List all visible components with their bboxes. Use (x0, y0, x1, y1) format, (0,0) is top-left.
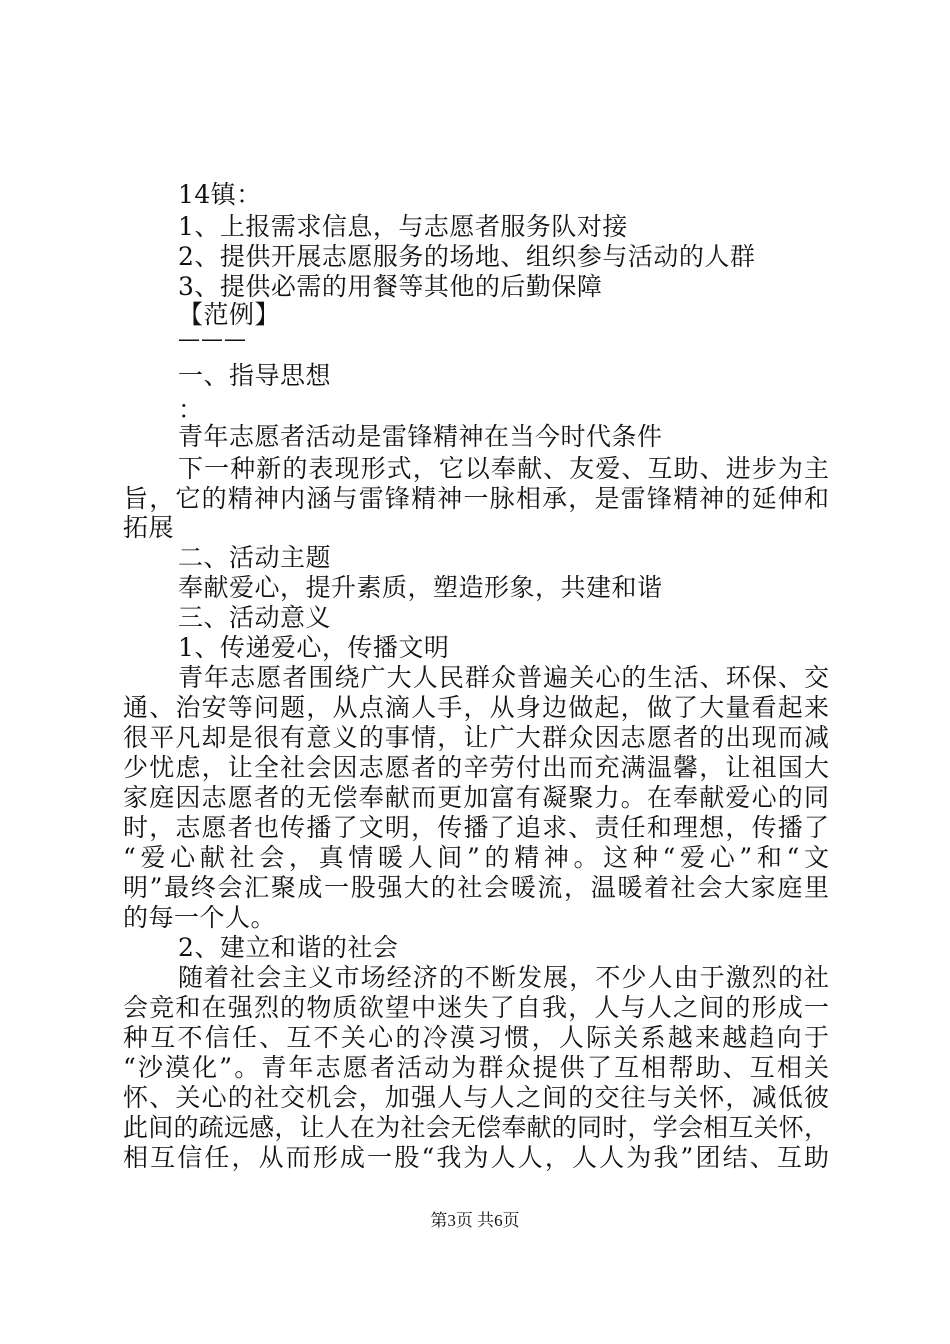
separator-dashes: ——— (178, 327, 247, 352)
sub1-para-line-4: 少忧虑，让全社会因志愿者的辛劳付出而充满温馨，让祖国大 (123, 753, 829, 782)
intro-line-3: 2、提供开展志愿服务的场地、组织参与活动的人群 (178, 242, 756, 271)
section2-text: 奉献爱心，提升素质，塑造形象，共建和谐 (178, 573, 663, 602)
sub2-para-line-2: 会竞和在强烈的物质欲望中迷失了自我，人与人之间的形成一 (123, 993, 829, 1022)
sub2-para-line-5: 怀、关心的社交机会，加强人与人之间的交往与关怀，减低彼 (123, 1083, 829, 1112)
sub1-para-line-1: 青年志愿者围绕广大人民群众普遍关心的生活、环保、交 (178, 663, 829, 692)
section1-line-1: 青年志愿者活动是雷锋精神在当今时代条件 (178, 422, 663, 451)
colon-mark: ： (178, 395, 204, 424)
sub1-para-line-7: “爱心献社会，真情暖人间”的精神。这种“爱心”和“文 (123, 843, 829, 872)
sub2-para-line-3: 种互不信任、互不关心的冷漠习惯，人际关系越来越趋向于 (123, 1023, 829, 1052)
sub2-heading: 2、建立和谐的社会 (178, 933, 399, 962)
sub2-para-line-6: 此间的疏远感，让人在为社会无偿奉献的同时，学会相互关怀， (123, 1113, 829, 1142)
intro-line-2: 1、上报需求信息，与志愿者服务队对接 (178, 212, 628, 241)
sub1-para-line-6: 时，志愿者也传播了文明，传播了追求、责任和理想，传播了 (123, 813, 829, 842)
sub1-para-line-8: 明”最终会汇聚成一股强大的社会暖流，温暖着社会大家庭里 (123, 873, 829, 902)
sub1-para-line-5: 家庭因志愿者的无偿奉献而更加富有凝聚力。在奉献爱心的同 (123, 783, 829, 812)
sub2-para-line-4: “沙漠化”。青年志愿者活动为群众提供了互相帮助、互相关 (123, 1053, 829, 1082)
sub2-para-line-7: 相互信任，从而形成一股“我为人人，人人为我”团结、互助 (123, 1143, 829, 1172)
section1-heading: 一、指导思想 (178, 361, 332, 390)
sub1-para-line-3: 很平凡却是很有意义的事情，让广大群众因志愿者的出现而减 (123, 723, 829, 752)
sub2-para-line-1: 随着社会主义市场经济的不断发展，不少人由于激烈的社 (178, 963, 829, 992)
sub1-heading: 1、传递爱心，传播文明 (178, 633, 450, 662)
sub1-para-line-2: 通、治安等问题，从点滴人手，从身边做起，做了大量看起来 (123, 693, 829, 722)
sub1-para-line-9: 的每一个人。 (123, 903, 277, 932)
intro-line-1: 14镇： (178, 180, 262, 209)
section1-para-line-3: 拓展 (123, 513, 175, 542)
intro-line-4: 3、提供必需的用餐等其他的后勤保障 (178, 272, 603, 301)
section1-para-line-1: 下一种新的表现形式，它以奉献、友爱、互助、进步为主 (178, 454, 829, 483)
intro-line-5: 【范例】 (178, 300, 281, 329)
page-footer: 第3页 共6页 (430, 1211, 520, 1230)
section1-para-line-2: 旨，它的精神内涵与雷锋精神一脉相承，是雷锋精神的延伸和 (123, 484, 829, 513)
section2-heading: 二、活动主题 (178, 543, 332, 572)
section3-heading: 三、活动意义 (178, 603, 332, 632)
